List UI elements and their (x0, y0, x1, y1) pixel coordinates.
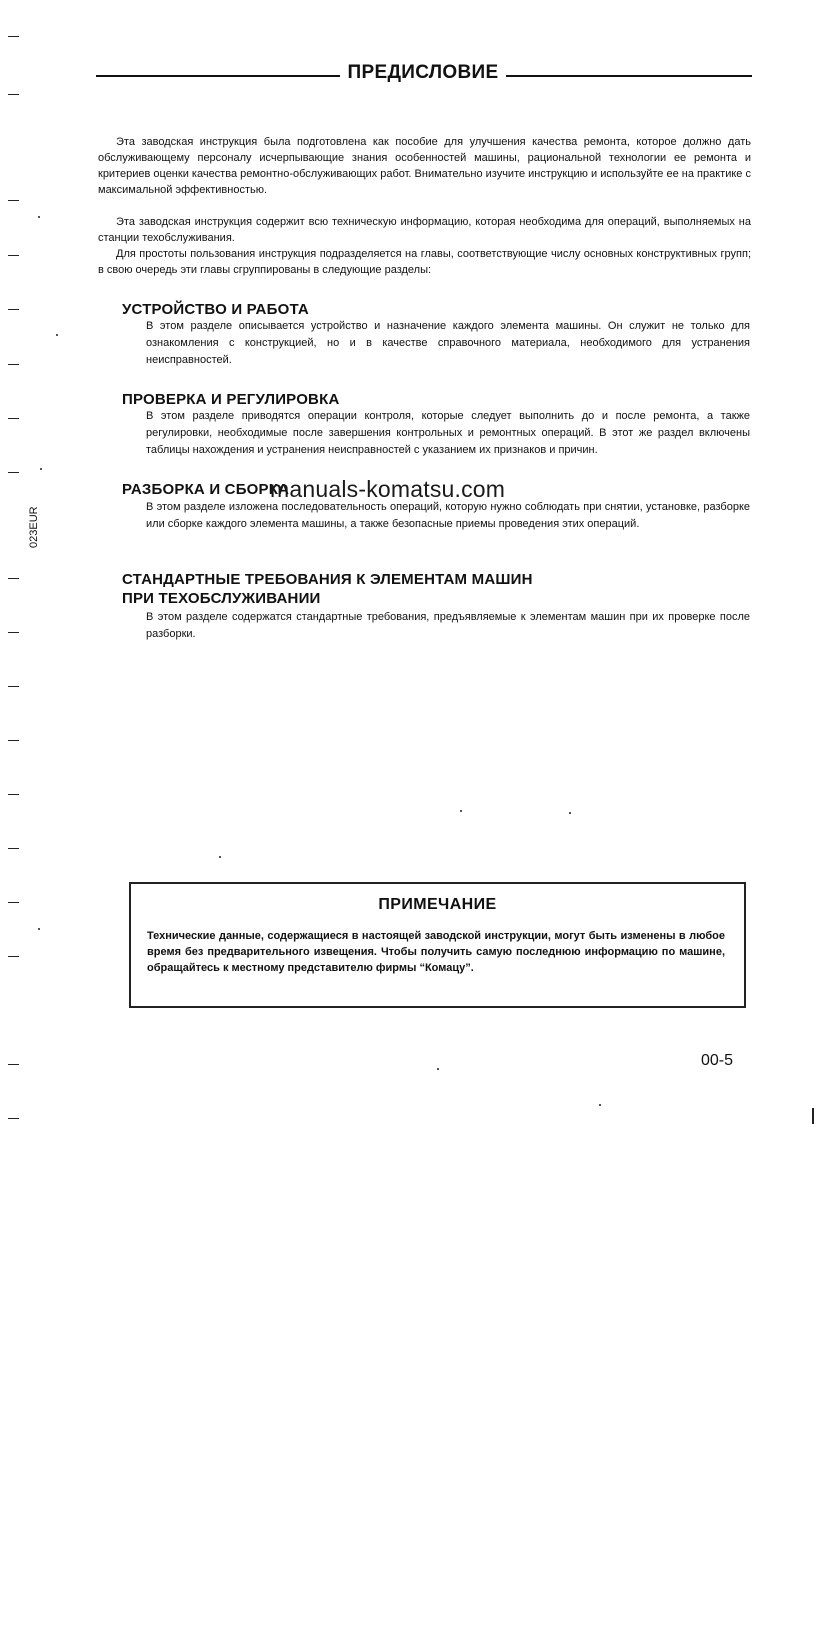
scan-speck (437, 1068, 439, 1070)
note-box (129, 882, 746, 1008)
section-heading-testing: ПРОВЕРКА И РЕГУЛИРОВКА (122, 391, 340, 408)
section-body-standards: В этом разделе содержатся стандартные требования, предъявляемые к элементам машин при их проверке после разборки. (146, 611, 750, 640)
margin-mark (8, 632, 19, 633)
section-body-disassembly: В этом разделе изложена последовательность операций, которую нужно соблюдать при снятии, установке, разборке или сборке каждого элемента машины, а также безопасные приемы проведения этих операций. (146, 501, 750, 530)
scan-speck (38, 216, 40, 218)
margin-mark (8, 740, 19, 741)
scan-speck (56, 334, 58, 336)
margin-mark (8, 902, 19, 903)
scan-speck (219, 856, 221, 858)
margin-mark (8, 686, 19, 687)
margin-mark (8, 1064, 19, 1065)
section-heading-disassembly: РАЗБОРКА И СБОРКА (122, 481, 290, 498)
scan-speck (40, 468, 42, 470)
scan-speck (569, 812, 571, 814)
page-number: 00-5 (701, 1052, 734, 1069)
title-rule-right (506, 75, 752, 77)
margin-mark (8, 578, 19, 579)
side-document-code: 023EUR (28, 506, 40, 548)
section-heading-standards-line1: СТАНДАРТНЫЕ ТРЕБОВАНИЯ К ЭЛЕМЕНТАМ МАШИН (122, 571, 533, 588)
margin-mark (8, 956, 19, 957)
margin-mark (8, 255, 19, 256)
margin-mark (8, 418, 19, 419)
margin-mark (8, 36, 19, 37)
scan-edge-mark (812, 1108, 814, 1124)
intro-paragraph-3: Для простоты пользования инструкция подразделяется на главы, соответствующие числу основных конструктивных групп; в свою очередь эти главы сгруппированы в следующие разделы: (98, 248, 751, 276)
margin-mark (8, 1118, 19, 1119)
section-body-design: В этом разделе описывается устройство и назначение каждого элемента машины. Он служит не только для ознакомления с конструкцией, но и в качестве справочного материала, необходимого для устранения неисправностей. (146, 320, 750, 366)
margin-mark (8, 794, 19, 795)
intro-paragraph-2: Эта заводская инструкция содержит всю техническую информацию, которая необходима для операций, выполняемых на станции техобслуживания. (98, 216, 751, 244)
margin-mark (8, 94, 19, 95)
scan-speck (460, 810, 462, 812)
watermark-text: manuals-komatsu.com (270, 476, 506, 502)
page-title-row (96, 62, 752, 92)
scan-speck (599, 1104, 601, 1106)
page-title: ПРЕДИСЛОВИЕ (347, 62, 499, 83)
note-title: ПРИМЕЧАНИЕ (378, 896, 497, 913)
scan-speck (38, 928, 40, 930)
intro-paragraph-1: Эта заводская инструкция была подготовлена как пособие для улучшения качества ремонта, которое должно дать обслуживающему персоналу исчерпывающие знания особенностей машины, рациональной технологии ее ремонта и критериев оценки качества ремонтно-обслуживающих работ. Внимательно изучите инструкцию и используйте ее на практике с максимальной эффективностью. (98, 136, 751, 196)
margin-mark (8, 200, 19, 201)
margin-mark (8, 364, 19, 365)
margin-mark (8, 309, 19, 310)
margin-mark (8, 472, 19, 473)
note-body: Технические данные, содержащиеся в настоящей заводской инструкции, могут быть изменены в любое время без предварительного извещения. Чтобы получить самую последнюю информацию по машине, обращайтесь к местному представителю фирмы “Комацу”. (147, 930, 725, 974)
section-heading-design: УСТРОЙСТВО И РАБОТА (122, 301, 309, 318)
section-body-testing: В этом разделе приводятся операции контроля, которые следует выполнить до и после ремонта, а также регулировки, необходимые после завершения контрольных и ремонтных операций. В этот же раздел включены таблицы нахождения и устранения неисправностей с указанием их признаков и причин. (146, 410, 750, 456)
title-rule-left (96, 75, 340, 77)
section-heading-standards-line2: ПРИ ТЕХОБСЛУЖИВАНИИ (122, 590, 321, 607)
margin-mark (8, 848, 19, 849)
